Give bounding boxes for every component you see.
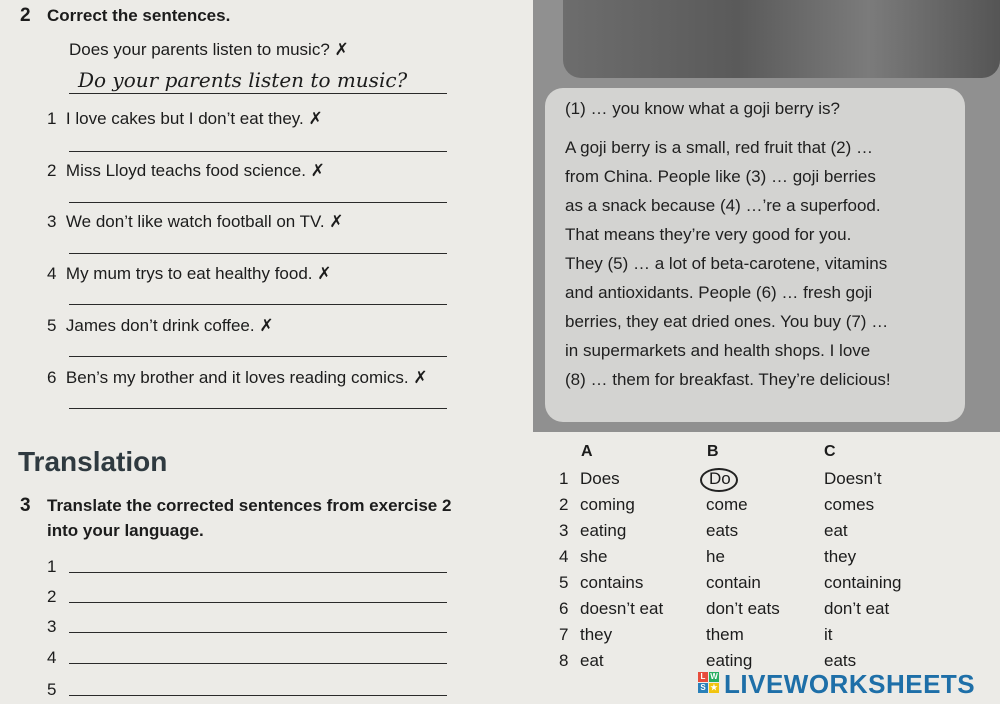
option-b[interactable]: contain — [706, 573, 761, 592]
example-answer: Do your parents listen to music? — [78, 68, 408, 92]
row-number: 4 — [559, 547, 569, 566]
option-b[interactable]: them — [706, 625, 744, 644]
option-c[interactable]: comes — [824, 495, 875, 514]
option-a[interactable]: eat — [580, 651, 604, 670]
exercise-3-number: 3 — [20, 495, 31, 516]
reading-paragraph — [565, 133, 891, 394]
option-a[interactable]: they — [580, 625, 613, 644]
answer-field[interactable] — [69, 356, 447, 357]
option-c[interactable]: it — [824, 625, 833, 644]
option-b[interactable]: come — [706, 495, 748, 514]
answer-field[interactable] — [69, 151, 447, 152]
option-c[interactable]: eats — [824, 651, 857, 670]
example-sentence: Does your parents listen to music? ✗ — [69, 40, 349, 59]
column-header-a: A — [581, 443, 593, 460]
row-number: 2 — [559, 495, 569, 514]
paragraph-line: (8) … them for breakfast. They’re delicious! — [565, 370, 891, 389]
watermark-text: LIVEWORKSHEETS — [724, 669, 976, 699]
translation-field[interactable] — [69, 572, 447, 573]
answer-field[interactable] — [69, 253, 447, 254]
item-text: James don’t drink coffee. ✗ — [65, 316, 274, 335]
item-text: Miss Lloyd teachs food science. ✗ — [65, 161, 325, 180]
option-b[interactable]: eats — [706, 521, 739, 540]
row-number: 1 — [559, 469, 569, 488]
option-c[interactable]: they — [824, 547, 857, 566]
reading-question: (1) … you know what a goji berry is? — [565, 99, 840, 118]
goji-photo — [563, 0, 1000, 78]
option-b[interactable]: he — [706, 547, 725, 566]
option-b[interactable]: don’t eats — [706, 599, 780, 618]
item-number: 6 — [47, 368, 57, 387]
option-a[interactable]: Does — [580, 469, 620, 488]
list-item — [47, 161, 325, 181]
item-number: 2 — [47, 161, 57, 180]
translation-field[interactable] — [69, 695, 447, 696]
paragraph-line: in supermarkets and health shops. I love — [565, 341, 871, 360]
answer-field[interactable] — [69, 408, 447, 409]
translation-field[interactable] — [69, 602, 447, 603]
exercise-3-instruction: Translate the corrected sentences from exercise 2 — [47, 496, 452, 515]
paragraph-line: as a snack because (4) …’re a superfood. — [565, 196, 881, 215]
paragraph-line: from China. People like (3) … goji berries — [565, 167, 876, 186]
item-text: We don’t like watch football on TV. ✗ — [65, 212, 344, 231]
answer-field[interactable] — [69, 304, 447, 305]
line-number: 1 — [47, 557, 57, 576]
paragraph-line: berries, they eat dried ones. You buy (7) … — [565, 312, 889, 331]
option-a[interactable]: she — [580, 547, 608, 566]
translation-field[interactable] — [69, 663, 447, 664]
liveworksheets-logo-icon: L W S ★ — [698, 672, 722, 696]
row-number: 5 — [559, 573, 569, 592]
option-a[interactable]: contains — [580, 573, 644, 592]
option-a[interactable]: eating — [580, 521, 627, 540]
paragraph-line: A goji berry is a small, red fruit that (2) … — [565, 138, 873, 157]
line-number: 5 — [47, 680, 57, 699]
item-number: 4 — [47, 264, 57, 283]
option-c[interactable]: containing — [824, 573, 902, 592]
list-item — [47, 264, 332, 284]
column-header-b: B — [707, 443, 719, 460]
option-a[interactable]: doesn’t eat — [580, 599, 664, 618]
translation-heading: Translation — [18, 446, 168, 477]
list-item — [47, 212, 344, 232]
row-number: 7 — [559, 625, 569, 644]
item-number: 1 — [47, 109, 57, 128]
option-c[interactable]: don’t eat — [824, 599, 890, 618]
paragraph-line: They (5) … a lot of beta-carotene, vitamins — [565, 254, 888, 273]
option-b[interactable]: Do — [709, 469, 731, 488]
column-header-c: C — [824, 443, 836, 460]
item-text: Ben’s my brother and it loves reading comics. ✗ — [65, 368, 428, 387]
paragraph-line: That means they’re very good for you. — [565, 225, 852, 244]
option-c[interactable]: Doesn’t — [824, 469, 882, 488]
option-a[interactable]: coming — [580, 495, 635, 514]
list-item — [47, 316, 274, 336]
row-number: 6 — [559, 599, 569, 618]
option-c[interactable]: eat — [824, 521, 848, 540]
paragraph-line: and antioxidants. People (6) … fresh goji — [565, 283, 873, 302]
option-b[interactable]: eating — [706, 651, 753, 670]
list-item — [47, 109, 323, 129]
list-item — [47, 368, 428, 388]
line-number: 2 — [47, 587, 57, 606]
line-number: 3 — [47, 617, 57, 636]
exercise-2-number: 2 — [20, 5, 31, 26]
row-number: 3 — [559, 521, 569, 540]
item-text: I love cakes but I don’t eat they. ✗ — [65, 109, 323, 128]
example-answer-line — [69, 93, 447, 94]
item-number: 3 — [47, 212, 57, 231]
line-number: 4 — [47, 648, 57, 667]
exercise-2-title: Correct the sentences. — [47, 6, 231, 25]
answer-field[interactable] — [69, 202, 447, 203]
row-number: 8 — [559, 651, 569, 670]
item-text: My mum trys to eat healthy food. ✗ — [65, 264, 332, 283]
exercise-3-instruction-cont: into your language. — [47, 521, 204, 540]
translation-field[interactable] — [69, 632, 447, 633]
item-number: 5 — [47, 316, 57, 335]
